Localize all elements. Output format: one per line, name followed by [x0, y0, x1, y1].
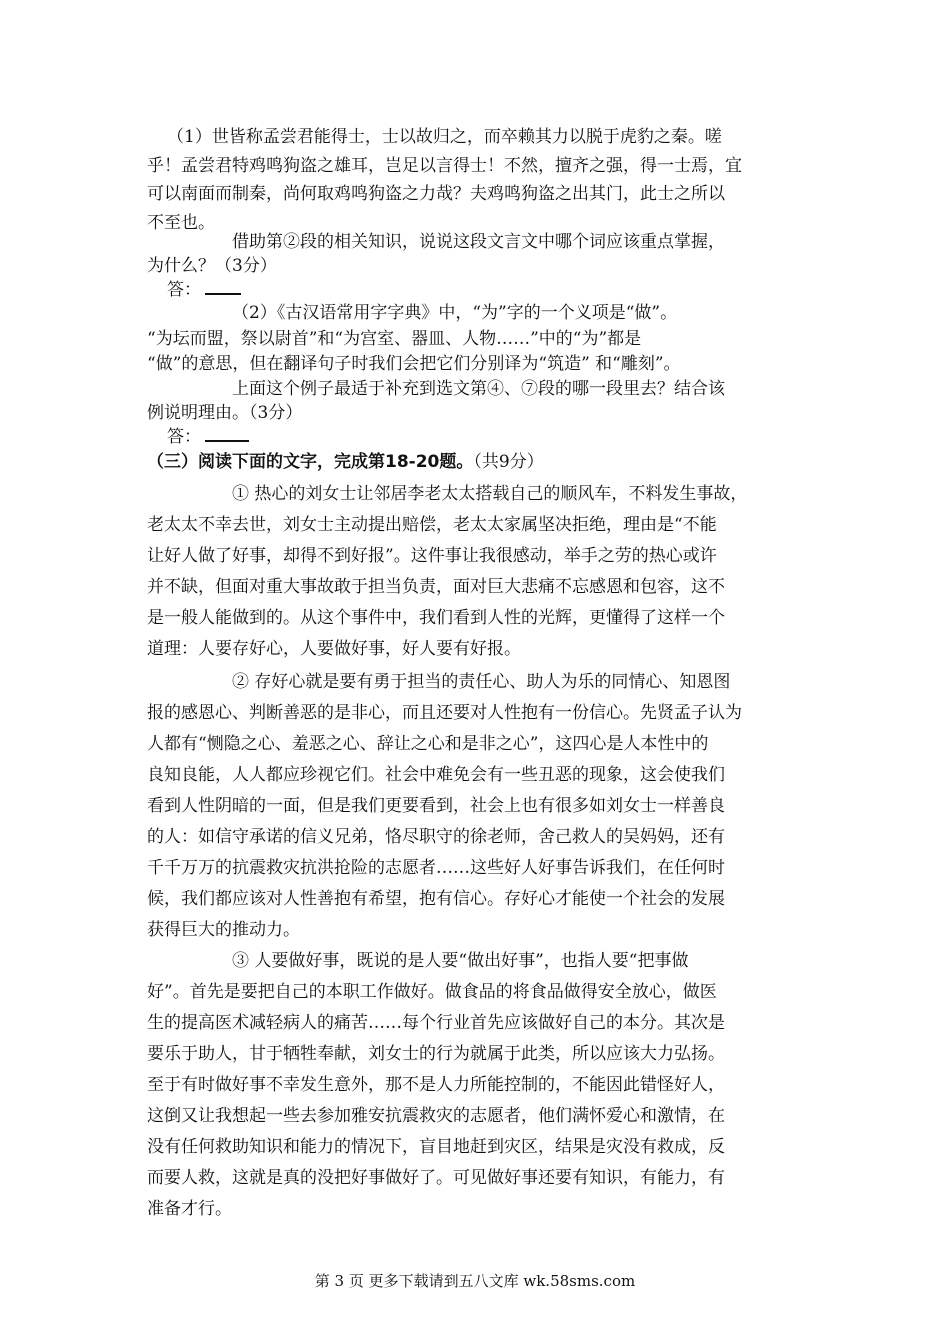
para3-line-7: 没有任何救助知识和能力的情况下，盲目地赶到灾区，结果是灾没有救成，反 [147, 1137, 725, 1157]
para2-line-5: 看到人性阴暗的一面，但是我们更要看到，社会上也有很多如刘女士一样善良 [147, 796, 725, 816]
q1-answer [167, 279, 241, 301]
para3-line-1: ③ 人要做好事，既说的是人要“做出好事”，也指人要“把事做 [232, 951, 689, 971]
q2-answer-label: 答： [167, 427, 201, 447]
page-footer: 第 3 页 更多下载请到五八文库 wk.58sms.com [314, 1272, 636, 1290]
para2-line-2: 报的感恩心、判断善恶的是非心，而且还要对人性抱有一份信心。先贤孟子认为 [147, 703, 742, 723]
section3-title: （三）阅读下面的文字，完成第18-20题。 [147, 452, 474, 472]
para2-line-9: 获得巨大的推动力。 [147, 920, 300, 940]
para1-line-4: 并不缺，但面对重大事故敢于担当负责，面对巨大悲痛不忘感恩和包容，这不 [147, 577, 725, 597]
para2-line-7: 千千万万的抗震救灾抗洪抢险的志愿者……这些好人好事告诉我们，在任何时 [147, 858, 725, 878]
para2-line-3: 人都有“恻隐之心、羞恶之心、辞让之心和是非之心”，这四心是人本性中的 [147, 734, 709, 754]
para3-line-3: 生的提高医术减轻病人的痛苦……每个行业首先应该做好自己的本分。其次是 [147, 1013, 725, 1033]
para2-line-8: 候，我们都应该对人性善抱有希望，抱有信心。存好心才能使一个社会的发展 [147, 889, 725, 909]
para3-line-8: 而要人救，这就是真的没把好事做好了。可见做好事还要有知识，有能力，有 [147, 1168, 725, 1188]
q1-passage-line-4: 不至也。 [147, 213, 215, 233]
para3-line-5: 至于有时做好事不幸发生意外，那不是人力所能控制的，不能因此错怪好人， [147, 1075, 725, 1095]
q2-passage-line-2: “为坛而盟，祭以尉首”和“为宫室、器皿、人物……”中的“为”都是 [147, 329, 642, 349]
q1-answer-label: 答： [167, 280, 201, 300]
para1-line-6: 道理：人要存好心，人要做好事，好人要有好报。 [147, 639, 521, 659]
q1-passage-line-3: 可以南面而制秦，尚何取鸡鸣狗盗之力哉？夫鸡鸣狗盗之出其门，此士之所以 [147, 184, 725, 204]
q1-passage-line-2: 乎！孟尝君特鸡鸣狗盗之雄耳，岂足以言得士！不然，擅齐之强，得一士焉，宜 [147, 156, 742, 176]
q1-question-line-2: 为什么？（3分） [147, 256, 277, 276]
para3-line-6: 这倒又让我想起一些去参加雅安抗震救灾的志愿者，他们满怀爱心和激情，在 [147, 1106, 725, 1126]
para1-line-5: 是一般人能做到的。从这个事件中，我们看到人性的光辉，更懂得了这样一个 [147, 608, 725, 628]
q1-passage-line-1: （1）世皆称孟尝君能得士，士以故归之，而卒赖其力以脱于虎豹之秦。嗟 [167, 127, 722, 147]
section3-score: （共9分） [473, 452, 544, 472]
para3-line-2: 好”。首先是要把自己的本职工作做好。做食品的将食品做得安全放心，做医 [147, 982, 717, 1002]
para1-line-1: ① 热心的刘女士让邻居李老太太搭载自己的顺风车，不料发生事故， [232, 484, 748, 504]
q2-question-line-2: 例说明理由。（3分） [147, 403, 303, 423]
q2-passage-line-3: “做”的意思，但在翻译句子时我们会把它们分别译为“筑造” 和“雕刻”。 [147, 354, 681, 374]
q1-question-line-1: 借助第②段的相关知识，说说这段文言文中哪个词应该重点掌握， [232, 232, 725, 252]
q2-answer-blank[interactable] [205, 426, 249, 442]
section3-heading [147, 451, 544, 473]
para2-line-4: 良知良能，人人都应珍视它们。社会中难免会有一些丑恶的现象，这会使我们 [147, 765, 725, 785]
para3-line-9: 准备才行。 [147, 1199, 232, 1219]
para1-line-2: 老太太不幸去世，刘女士主动提出赔偿，老太太家属坚决拒绝，理由是“不能 [147, 515, 717, 535]
q2-question-line-1: 上面这个例子最适于补充到选文第④、⑦段的哪一段里去？结合该 [232, 379, 725, 399]
para2-line-6: 的人：如信守承诺的信义兄弟，恪尽职守的徐老师，舍己救人的吴妈妈，还有 [147, 827, 725, 847]
para3-line-4: 要乐于助人，甘于牺牲奉献，刘女士的行为就属于此类，所以应该大力弘扬。 [147, 1044, 725, 1064]
para1-line-3: 让好人做了好事，却得不到好报”。这件事让我很感动，举手之劳的热心或许 [147, 546, 717, 566]
q2-answer [167, 426, 249, 448]
q1-answer-blank[interactable] [205, 279, 241, 295]
para2-line-1: ② 存好心就是要有勇于担当的责任心、助人为乐的同情心、知恩图 [232, 672, 731, 692]
q2-passage-line-1: （2）《古汉语常用字字典》中，“为”字的一个义项是“做”。 [232, 303, 678, 323]
